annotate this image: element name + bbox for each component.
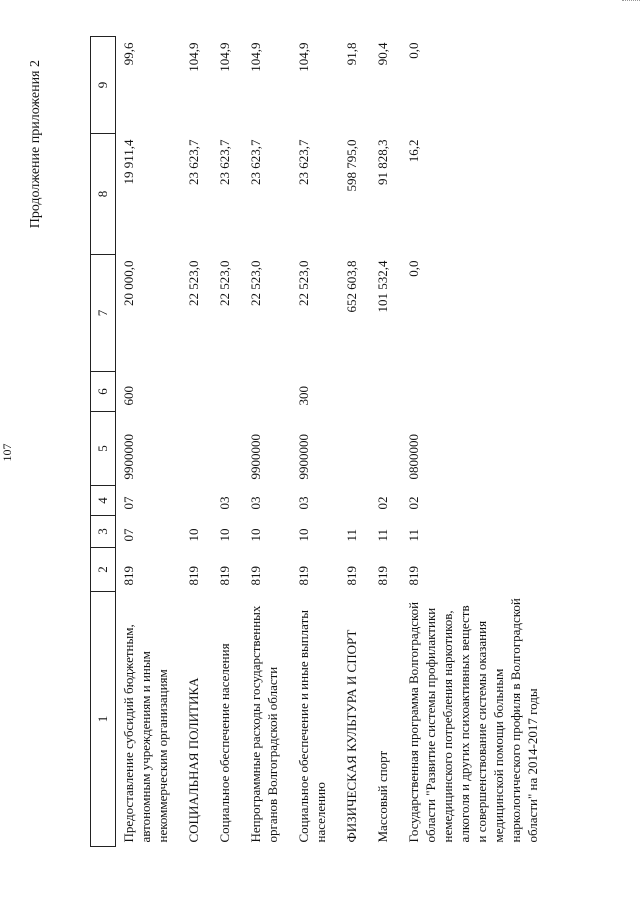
column-header-9: 9 <box>91 37 116 134</box>
column-header-6: 6 <box>91 372 116 412</box>
row-name: ФИЗИЧЕСКАЯ КУЛЬТУРА И СПОРТ <box>344 629 359 843</box>
cell-section: 11 <box>344 528 359 542</box>
cell-executed: 23 623,7 <box>186 139 201 185</box>
cell-executed: 91 828,3 <box>375 139 390 185</box>
cell-subsection <box>339 486 370 516</box>
budget-table <box>90 36 551 847</box>
cell-expense-type: 600 <box>121 386 136 406</box>
row-name: Государственная программа Волгоградской области "Развитие системы профилактики немедицинского потребления наркотиков, алкоголя и других психоактивных веществ и совершенствование системы оказания медицинской помощи больным наркологического профиля в Волгоградской области" на 2014-2017 годы <box>406 598 540 843</box>
cell-approved: 652 603,8 <box>344 260 359 313</box>
table-row <box>212 37 243 847</box>
cell-target-article: 9900000 <box>296 434 311 480</box>
column-header-8: 8 <box>91 134 116 255</box>
table-row <box>116 37 182 847</box>
cell-expense-type <box>181 372 212 412</box>
cell-executed: 23 623,7 <box>296 139 311 185</box>
cell-section: 10 <box>217 528 232 542</box>
cell-expense-type <box>401 372 551 412</box>
column-header-4: 4 <box>91 486 116 516</box>
cell-ministry-code: 819 <box>375 566 390 586</box>
cell-approved: 22 523,0 <box>217 260 232 306</box>
cell-expense-type <box>212 372 243 412</box>
table-header-row <box>91 37 116 847</box>
cell-approved: 101 532,4 <box>375 260 390 313</box>
cell-percent: 104,9 <box>296 42 311 72</box>
cell-approved: 22 523,0 <box>296 260 311 306</box>
cell-ministry-code: 819 <box>406 566 421 586</box>
continuation-label: Продолжение приложения 2 <box>28 60 43 229</box>
column-header-7: 7 <box>91 255 116 372</box>
cell-percent: 0,0 <box>406 42 421 59</box>
row-name: Социальное обеспечение и иные выплаты населению <box>296 609 328 843</box>
row-name: Непрограммные расходы государственных органов Волгоградской области <box>248 605 280 843</box>
row-name: СОЦИАЛЬНАЯ ПОЛИТИКА <box>186 677 201 843</box>
cell-subsection <box>181 486 212 516</box>
cell-section: 10 <box>186 528 201 542</box>
cell-approved: 20 000,0 <box>121 260 136 306</box>
cell-section: 07 <box>121 528 136 542</box>
row-name: Предоставление субсидий бюджетным, автономным учреждениям и иным некоммерческим организациям <box>121 624 170 843</box>
cell-percent: 104,9 <box>248 42 263 72</box>
cell-ministry-code: 819 <box>121 566 136 586</box>
cell-executed: 23 623,7 <box>248 139 263 185</box>
table-row <box>339 37 370 847</box>
table-row <box>291 37 339 847</box>
cell-subsection: 03 <box>248 496 263 510</box>
cell-expense-type <box>339 372 370 412</box>
table-row <box>243 37 291 847</box>
cell-expense-type <box>370 372 401 412</box>
column-header-2: 2 <box>91 548 116 592</box>
cell-expense-type: 300 <box>296 386 311 406</box>
column-header-1: 1 <box>91 592 116 847</box>
cell-percent: 91,8 <box>344 42 359 66</box>
cell-executed: 19 911,4 <box>121 139 136 185</box>
cell-target-article: 9900000 <box>121 434 136 480</box>
cell-executed: 23 623,7 <box>217 139 232 185</box>
cell-percent: 90,4 <box>375 42 390 66</box>
row-name: Социальное обеспечение населения <box>217 643 232 843</box>
cell-approved: 22 523,0 <box>186 260 201 306</box>
cell-section: 10 <box>248 528 263 542</box>
page-number: 107 <box>0 443 14 462</box>
cell-subsection: 02 <box>375 496 390 510</box>
cell-ministry-code: 819 <box>344 566 359 586</box>
cell-executed: 598 795,0 <box>344 139 359 192</box>
cell-section: 11 <box>406 528 421 542</box>
row-name: Массовый спорт <box>375 750 390 843</box>
cell-percent: 99,6 <box>121 42 136 66</box>
cell-ministry-code: 819 <box>248 566 263 586</box>
cell-target-article: 0800000 <box>406 434 421 480</box>
column-header-5: 5 <box>91 412 116 486</box>
cell-ministry-code: 819 <box>296 566 311 586</box>
cell-section: 10 <box>296 528 311 542</box>
cell-target-article <box>212 412 243 486</box>
cell-executed: 16,2 <box>406 139 421 163</box>
cell-section: 11 <box>375 528 390 542</box>
cell-ministry-code: 819 <box>186 566 201 586</box>
cell-subsection: 03 <box>217 496 232 510</box>
table-row <box>181 37 212 847</box>
cell-approved: 22 523,0 <box>248 260 263 306</box>
cell-percent: 104,9 <box>217 42 232 72</box>
cell-subsection: 02 <box>406 496 421 510</box>
cell-target-article <box>339 412 370 486</box>
cell-target-article <box>181 412 212 486</box>
cell-percent: 104,9 <box>186 42 201 72</box>
table-row <box>401 37 551 847</box>
column-header-3: 3 <box>91 516 116 548</box>
cell-target-article: 9900000 <box>248 434 263 480</box>
cell-subsection: 07 <box>121 496 136 510</box>
cell-expense-type <box>243 372 291 412</box>
cell-ministry-code: 819 <box>217 566 232 586</box>
cell-target-article <box>370 412 401 486</box>
cell-approved: 0,0 <box>406 260 421 277</box>
table-row <box>370 37 401 847</box>
cell-subsection: 03 <box>296 496 311 510</box>
